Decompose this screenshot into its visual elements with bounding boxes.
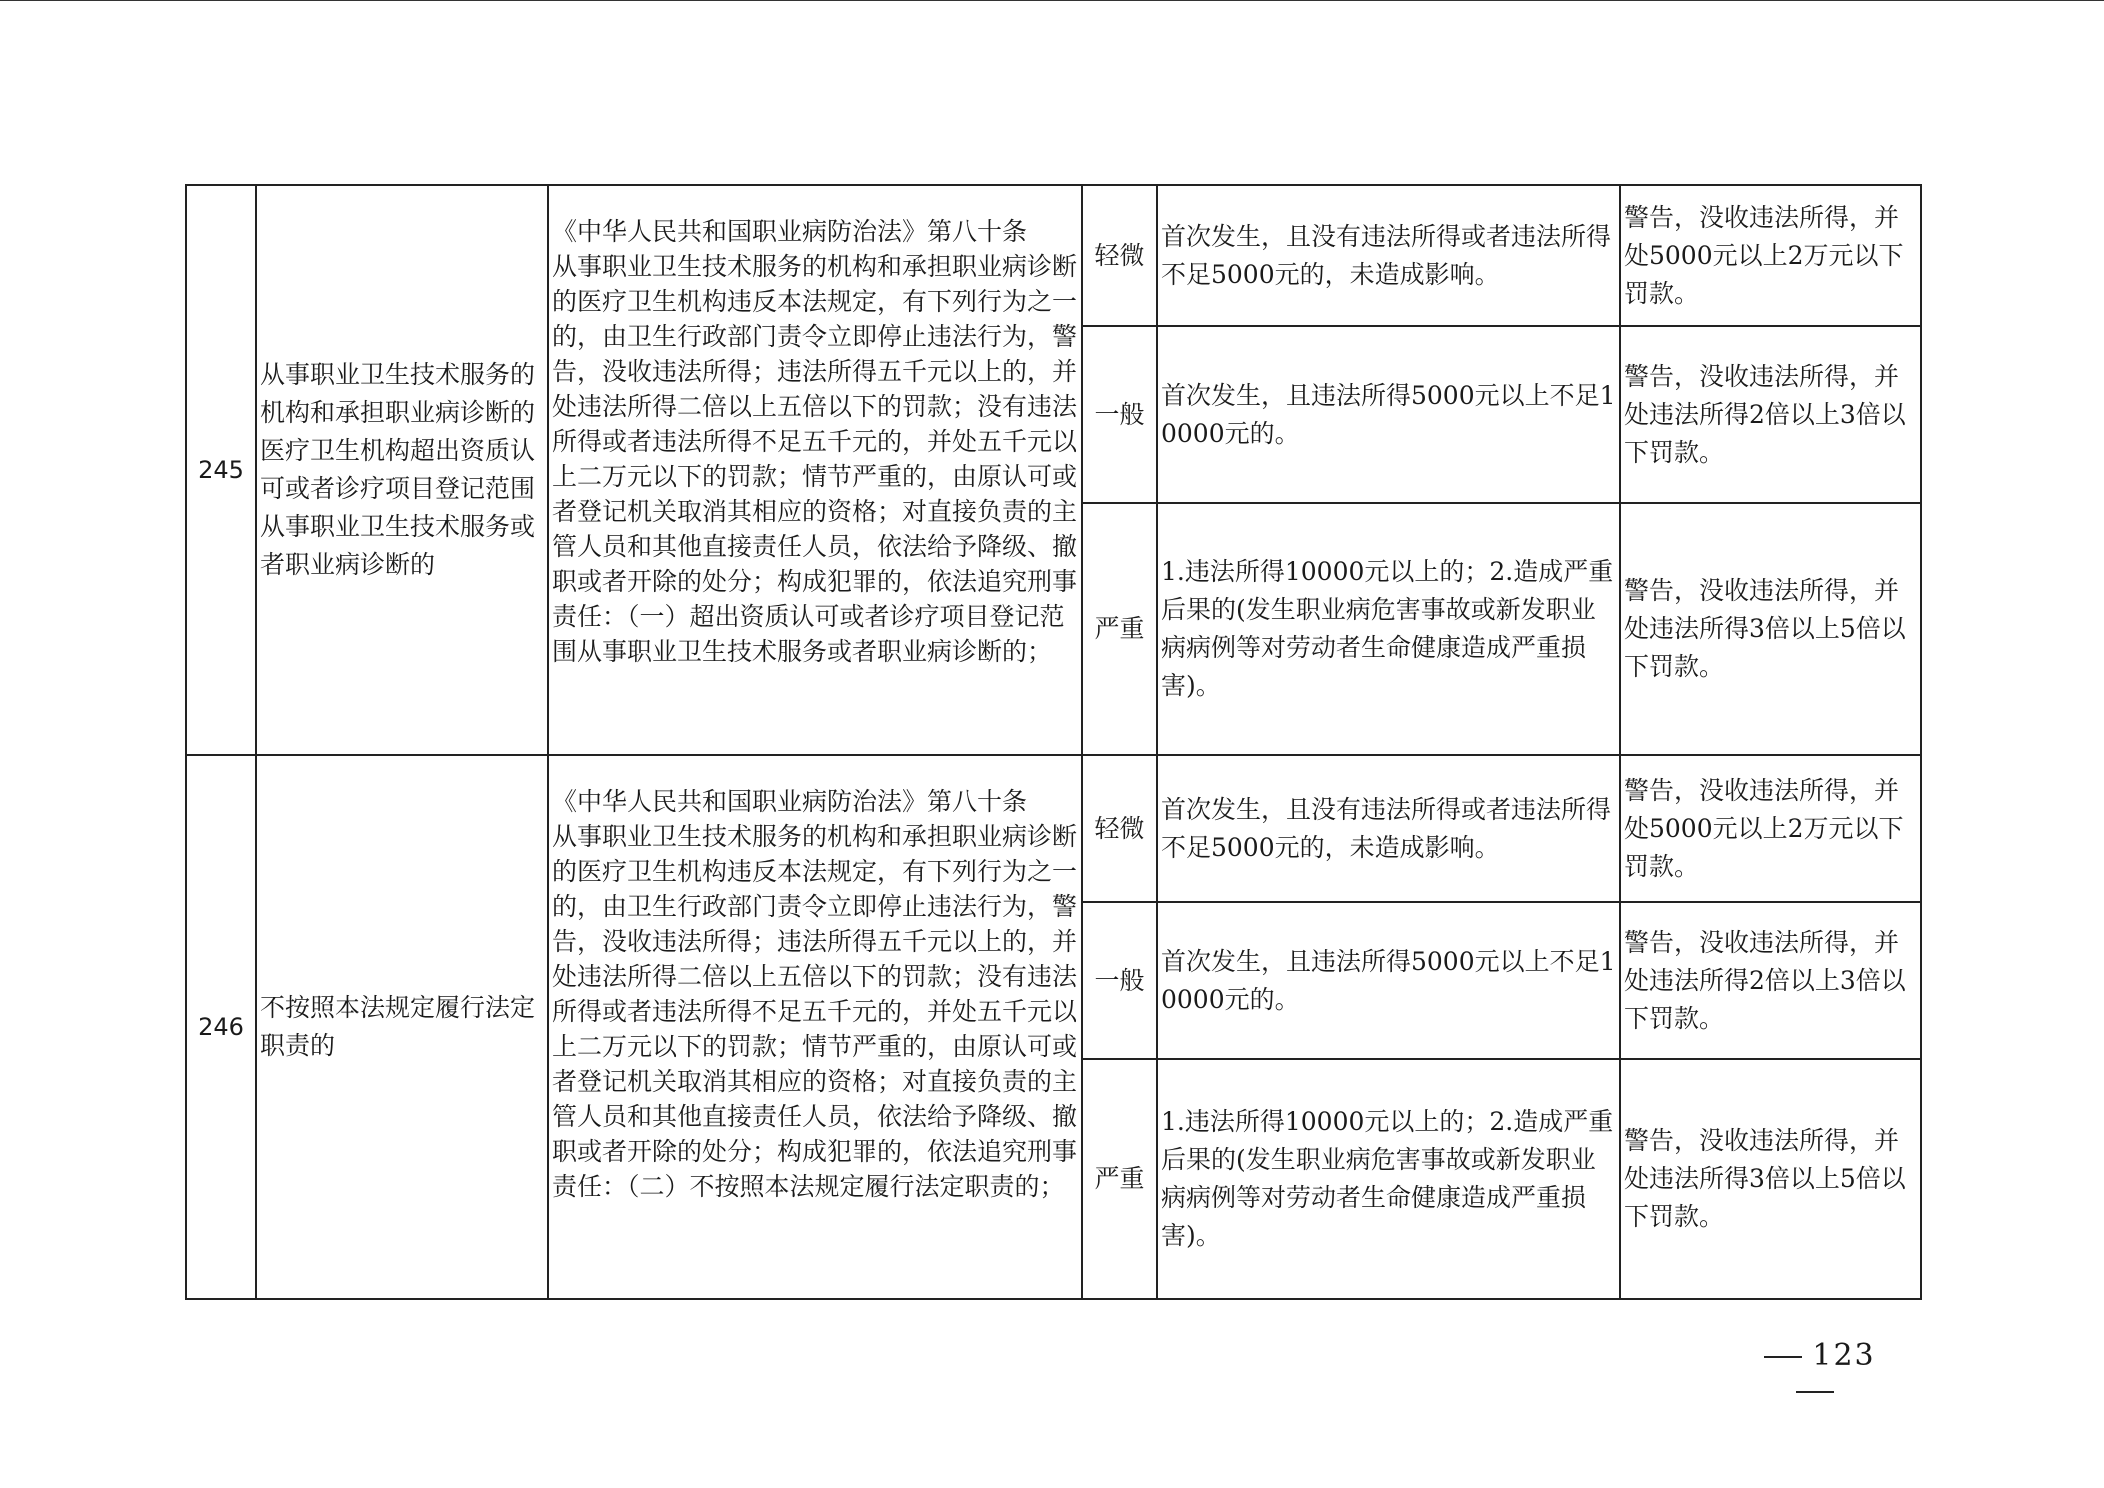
legal-basis-text: 从事职业卫生技术服务的机构和承担职业病诊断的医疗卫生机构违反本法规定，有下列行为之一的，由卫生行政部门责令立即停止违法行为，警告，没收违法所得；违法所得五千元以上的，并处违法所得二倍以上五倍以下的罚款；没有违法所得或者违法所得不足五千元的，并处五千元以上二万元以下的罚款；情节严重的，由原认可或者登记机关取消其相应的资格；对直接负责的主管人员和其他直接责任人员，依法给予降级、撤职或者开除的处分；构成犯罪的，依法追究刑事责任：（二）不按照本法规定履行法定职责的； xyxy=(552,822,1078,1201)
row-number: 245 xyxy=(186,185,256,755)
legal-basis xyxy=(548,185,1082,755)
circumstance-cell: 1.违法所得10000元以上的；2.造成严重后果的(发生职业病危害事故或新发职业病病例等对劳动者生命健康造成严重损害)。 xyxy=(1157,1059,1620,1299)
dash-left xyxy=(1764,1356,1802,1358)
table-row xyxy=(186,185,1921,326)
circumstance-cell: 首次发生，且违法所得5000元以上不足10000元的。 xyxy=(1157,326,1620,503)
severity-level: 轻微 xyxy=(1082,755,1157,902)
top-border-line xyxy=(0,0,2104,1)
circumstance-cell: 首次发生，且没有违法所得或者违法所得不足5000元的，未造成影响。 xyxy=(1157,185,1620,326)
penalty-cell: 警告，没收违法所得，并处违法所得3倍以上5倍以下罚款。 xyxy=(1620,1059,1921,1299)
circumstance-cell: 首次发生，且违法所得5000元以上不足10000元的。 xyxy=(1157,902,1620,1059)
violation-item: 从事职业卫生技术服务的机构和承担职业病诊断的医疗卫生机构超出资质认可或者诊疗项目登记范围从事职业卫生技术服务或者职业病诊断的 xyxy=(256,185,548,755)
circumstance-cell: 首次发生，且没有违法所得或者违法所得不足5000元的，未造成影响。 xyxy=(1157,755,1620,902)
page-number xyxy=(1735,1338,1895,1408)
penalty-cell: 警告，没收违法所得，并处5000元以上2万元以下罚款。 xyxy=(1620,185,1921,326)
severity-level: 一般 xyxy=(1082,902,1157,1059)
circumstance-cell: 1.违法所得10000元以上的；2.造成严重后果的(发生职业病危害事故或新发职业病病例等对劳动者生命健康造成严重损害)。 xyxy=(1157,503,1620,755)
legal-basis-title: 《中华人民共和国职业病防治法》第八十条 xyxy=(552,217,1028,246)
dash-right xyxy=(1796,1391,1834,1393)
penalty-cell: 警告，没收违法所得，并处违法所得3倍以上5倍以下罚款。 xyxy=(1620,503,1921,755)
table-row xyxy=(186,755,1921,902)
penalty-cell: 警告，没收违法所得，并处违法所得2倍以上3倍以下罚款。 xyxy=(1620,902,1921,1059)
violation-item: 不按照本法规定履行法定职责的 xyxy=(256,755,548,1299)
severity-level: 严重 xyxy=(1082,503,1157,755)
page-number-text: 123 xyxy=(1812,1338,1876,1373)
row-number: 246 xyxy=(186,755,256,1299)
legal-basis-text: 从事职业卫生技术服务的机构和承担职业病诊断的医疗卫生机构违反本法规定，有下列行为之一的，由卫生行政部门责令立即停止违法行为，警告，没收违法所得；违法所得五千元以上的，并处违法所得二倍以上五倍以下的罚款；没有违法所得或者违法所得不足五千元的，并处五千元以上二万元以下的罚款；情节严重的，由原认可或者登记机关取消其相应的资格；对直接负责的主管人员和其他直接责任人员，依法给予降级、撤职或者开除的处分；构成犯罪的，依法追究刑事责任：（一）超出资质认可或者诊疗项目登记范围从事职业卫生技术服务或者职业病诊断的； xyxy=(552,252,1078,666)
penalty-discretion-table xyxy=(185,184,1922,1300)
legal-basis xyxy=(548,755,1082,1299)
penalty-cell: 警告，没收违法所得，并处5000元以上2万元以下罚款。 xyxy=(1620,755,1921,902)
severity-level: 一般 xyxy=(1082,326,1157,503)
severity-level: 轻微 xyxy=(1082,185,1157,326)
penalty-cell: 警告，没收违法所得，并处违法所得2倍以上3倍以下罚款。 xyxy=(1620,326,1921,503)
severity-level: 严重 xyxy=(1082,1059,1157,1299)
legal-basis-title: 《中华人民共和国职业病防治法》第八十条 xyxy=(552,787,1028,816)
